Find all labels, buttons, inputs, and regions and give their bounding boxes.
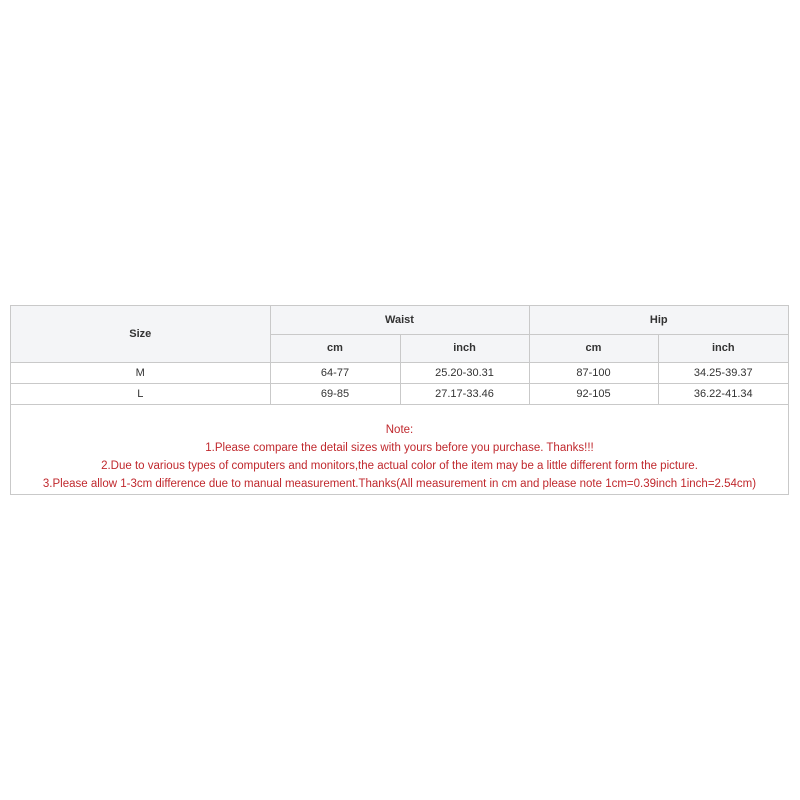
waist-cm-cell: 64-77	[270, 362, 400, 383]
hip-cm-cell: 87-100	[529, 362, 658, 383]
waist-group-header: Waist	[270, 306, 529, 334]
note-line-1: 1.Please compare the detail sizes with yours before you purchase. Thanks!!!	[205, 441, 594, 454]
hip-inch-header: inch	[658, 334, 788, 362]
size-cell: M	[11, 362, 270, 383]
note-line-2: 2.Due to various types of computers and monitors,the actual color of the item may be a little different form the picture.	[101, 459, 698, 472]
hip-inch-cell: 36.22-41.34	[658, 383, 788, 404]
hip-inch-cell: 34.25-39.37	[658, 362, 788, 383]
size-column-header: Size	[11, 306, 270, 362]
table-row	[11, 362, 788, 383]
waist-cm-header: cm	[270, 334, 400, 362]
size-table	[11, 306, 788, 405]
notes-section	[11, 405, 788, 493]
hip-group-header: Hip	[529, 306, 788, 334]
waist-inch-cell: 25.20-30.31	[400, 362, 529, 383]
note-line-3: 3.Please allow 1-3cm difference due to manual measurement.Thanks(All measurement in cm and please note 1cm=0.39inch 1inch=2.54cm)	[42, 477, 757, 490]
hip-cm-cell: 92-105	[529, 383, 658, 404]
table-row	[11, 383, 788, 404]
size-chart	[10, 305, 789, 495]
waist-cm-cell: 69-85	[270, 383, 400, 404]
header-row-groups	[11, 306, 788, 334]
notes-title: Note:	[385, 423, 414, 436]
hip-cm-header: cm	[529, 334, 658, 362]
size-cell: L	[11, 383, 270, 404]
waist-inch-cell: 27.17-33.46	[400, 383, 529, 404]
waist-inch-header: inch	[400, 334, 529, 362]
